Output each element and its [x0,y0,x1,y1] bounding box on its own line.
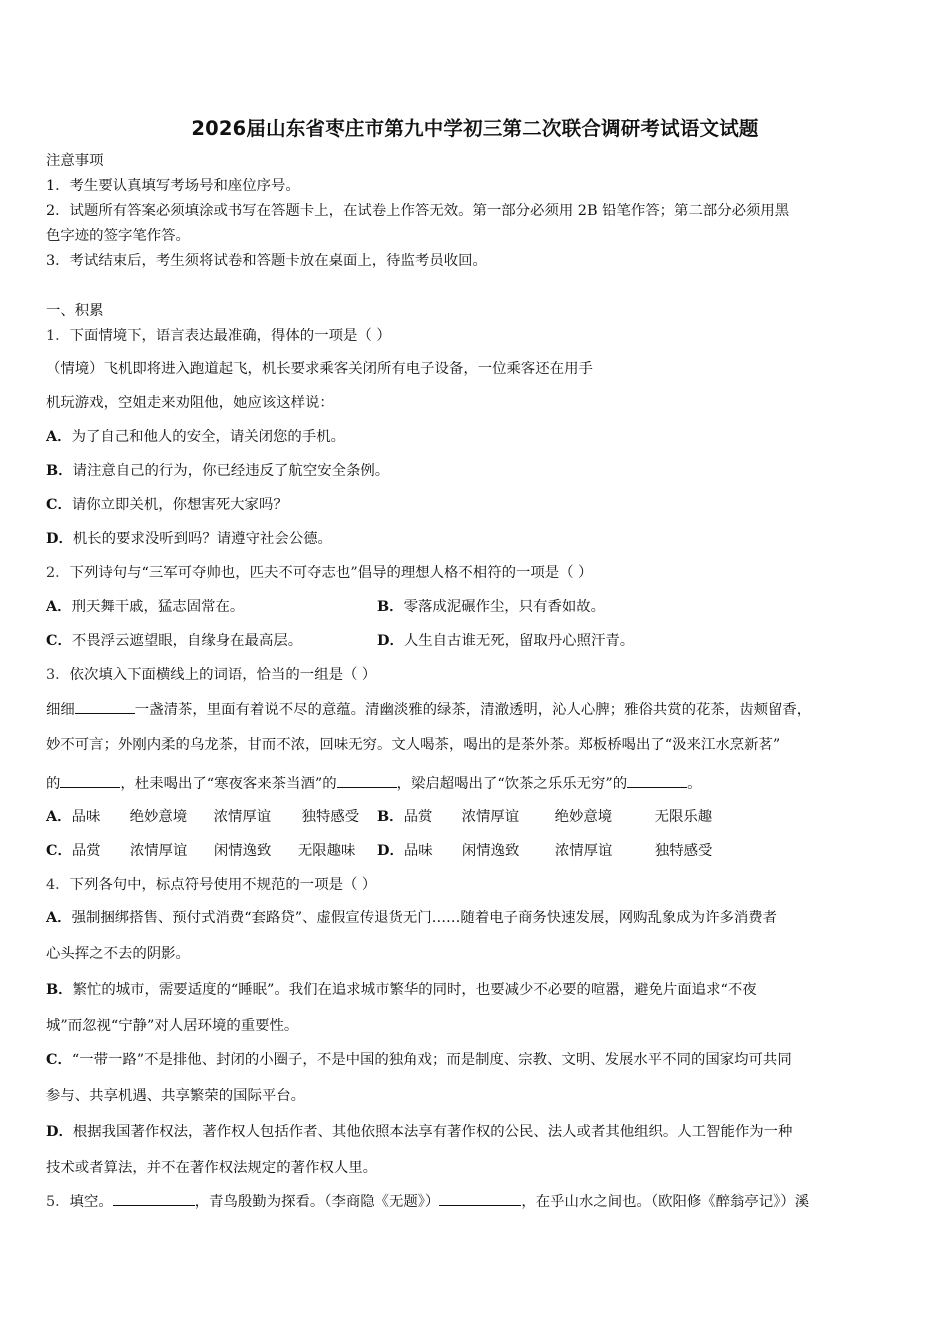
question-4-option-b-cont: 城”而忽视“宁静”对人居环境的重要性。 [46,1018,299,1034]
question-3-options-row1 [46,807,906,827]
fill-blank[interactable] [113,1191,195,1206]
question-2-option-b: B．零落成泥碾作尘，只有香如故。 [377,598,606,615]
question-3-option-b: B．品赏 浓情厚谊 绝妙意境 无限乐趣 [377,808,713,825]
question-1-option-a: A．为了自己和他人的安全，请关闭您的手机。 [46,428,345,445]
question-3-options-row2 [46,841,906,861]
question-3-passage: 的 ，杜耒喝出了“寒夜客来茶当酒”的 ，梁启超喝出了“饮茶之乐乐无穷”的 。 [46,773,702,794]
notice-item: 2．试题所有答案必须填涂或书写在答题卡上，在试卷上作答无效。第一部分必须用 2B 铅笔作答；第二部分必须用黑 [46,203,790,219]
page-title: 2026届山东省枣庄市第九中学初三第二次联合调研考试语文试题 [191,117,759,140]
question-3-option-a: A．品味 绝妙意境 浓情厚谊 独特感受 [46,808,360,825]
fill-blank[interactable] [75,699,135,714]
question-2-option-c: C．不畏浮云遮望眼，自缘身在最高层。 [46,632,303,649]
notice-item: 3．考试结束后，考生须将试卷和答题卡放在桌面上，待监考员收回。 [46,253,487,269]
question-3-passage: 细细 一盏清茶，里面有着说不尽的意蕴。清幽淡雅的绿茶，清澈透明，沁人心脾；雅俗共赏的花茶，齿颊留香， [46,699,811,720]
question-1-option-c: C．请你立即关机，你想害死大家吗？ [46,496,288,513]
question-number: 3． [46,667,70,683]
question-1-context: 机玩游戏，空姐走来劝阻他，她应该这样说： [46,395,334,411]
question-1-context: （情境）飞机即将进入跑道起飞，机长要求乘客关闭所有电子设备，一位乘客还在用手 [46,361,593,377]
question-4-option-a-cont: 心头挥之不去的阴影。 [46,946,190,962]
fill-blank[interactable] [439,1191,521,1206]
question-number: 2． [46,565,70,581]
question-4-option-c-cont: 参与、共享机遇、共享繁荣的国际平台。 [46,1088,306,1104]
question-4-option-d-cont: 技术或者算法，并不在著作权法规定的著作权人里。 [46,1160,377,1176]
question-3-option-d: D．品味 闲情逸致 浓情厚谊 独特感受 [377,842,713,859]
question-number: 4． [46,877,70,893]
notice-heading: 注意事项 [46,153,104,169]
question-2-option-d: D．人生自古谁无死，留取丹心照汗青。 [377,632,635,649]
section-heading: 一、积累 [46,303,104,319]
question-4-option-b: B．繁忙的城市，需要适度的“睡眠”。我们在追求城市繁华的同时，也要减少不必要的喧嚣，避免片面追求“不夜 [46,981,757,998]
fill-blank[interactable] [337,773,397,788]
question-3-passage: 妙不可言；外刚内柔的乌龙茶，甘而不浓，回味无穷。文人喝茶，喝出的是茶外茶。郑板桥喝出了“汲来江水烹新茗” [46,737,781,753]
question-2-stem: 2．下列诗句与“三军可夺帅也，匹夫不可夺志也”倡导的理想人格不相符的一项是（ ） [46,565,593,581]
question-1-stem: 1．下面情境下，语言表达最准确，得体的一项是（ ） [46,328,391,344]
question-1-option-b: B．请注意自己的行为，你已经违反了航空安全条例。 [46,462,390,479]
question-number: 5． [46,1194,70,1210]
question-4-option-d: D．根据我国著作权法，著作权人包括作者、其他依照本法享有著作权的公民、法人或者其他组织。人工智能作为一种 [46,1123,793,1140]
question-4-stem: 4．下列各句中，标点符号使用不规范的一项是（ ） [46,877,377,893]
question-4-option-c: C．“一带一路”不是排他、封闭的小圈子，不是中国的独角戏；而是制度、宗教、文明、发展水平不同的国家均可共同 [46,1051,792,1068]
question-1-option-d: D．机长的要求没听到吗？请遵守社会公德。 [46,530,332,547]
question-2-options-row2 [46,631,906,651]
fill-blank[interactable] [627,773,687,788]
question-5-stem: 5．填空。 ，青鸟殷勤为探看。（李商隐《无题》） ，在乎山水之间也。（欧阳修《醉翁亭记》）溪 [46,1191,809,1212]
notice-item: 1．考生要认真填写考场号和座位序号。 [46,178,300,194]
question-3-option-c: C．品赏 浓情厚谊 闲情逸致 无限趣味 [46,842,356,859]
question-2-options-row1 [46,597,906,617]
notice-item: 色字迹的签字笔作答。 [46,228,190,244]
fill-blank[interactable] [60,773,120,788]
question-3-stem: 3．依次填入下面横线上的词语，恰当的一组是（ ） [46,667,377,683]
question-4-option-a: A．强制捆绑搭售、预付式消费“套路贷”、虚假宣传退货无门……随着电子商务快速发展，网购乱象成为许多消费者 [46,909,778,926]
question-2-option-a: A．刑天舞干戚，猛志固常在。 [46,598,245,615]
question-number: 1． [46,328,70,344]
